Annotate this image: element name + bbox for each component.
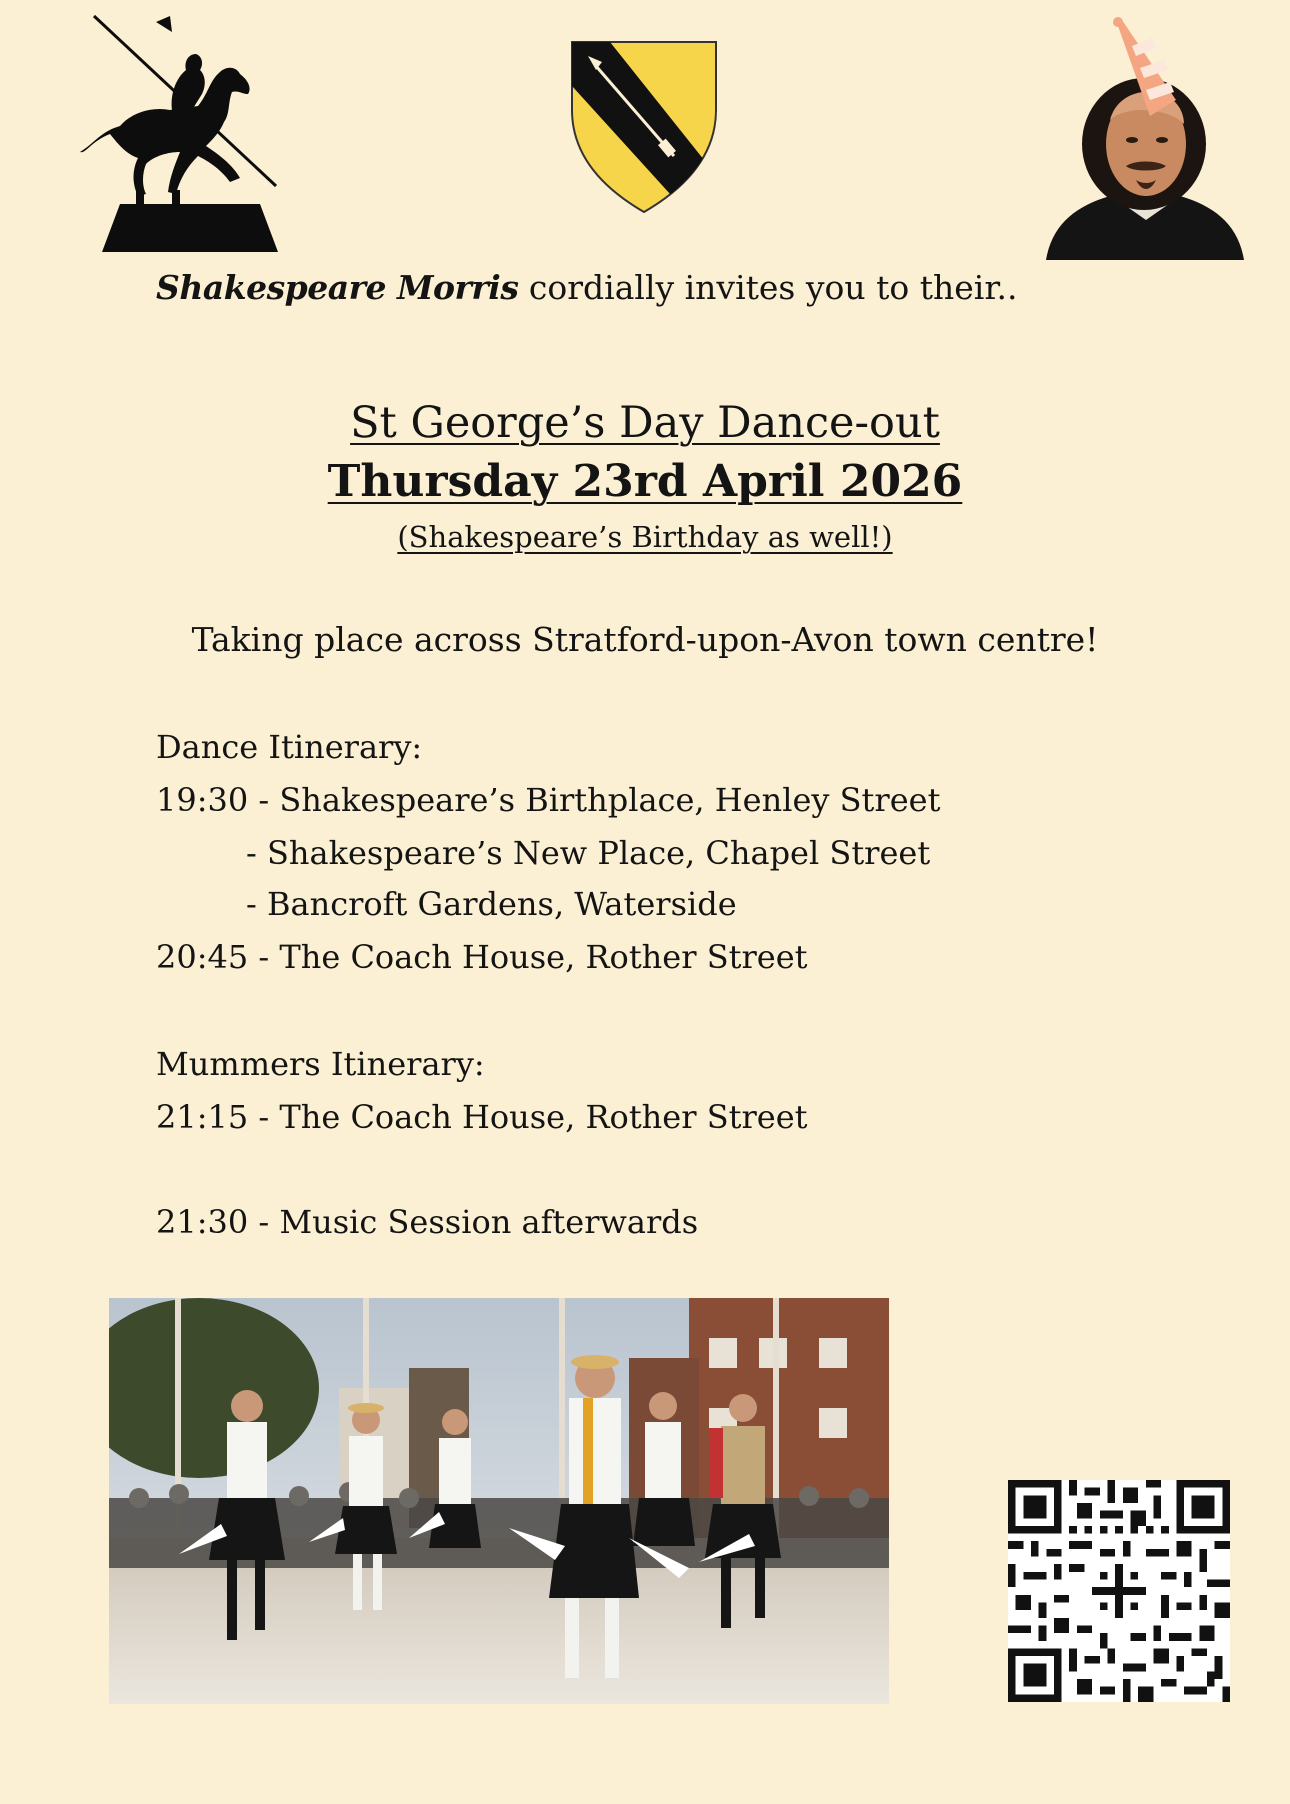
dance-itinerary-item: - Shakespeare’s New Place, Chapel Street bbox=[246, 834, 931, 872]
shakespeare-portrait-icon bbox=[1046, 16, 1244, 260]
morris-dancers-photo bbox=[109, 1298, 889, 1704]
event-note: (Shakespeare’s Birthday as well!) bbox=[397, 520, 893, 554]
invitation-line bbox=[156, 268, 1017, 307]
brand-name: Shakespeare Morris bbox=[156, 268, 519, 307]
dance-itinerary-item: 20:45 - The Coach House, Rother Street bbox=[156, 938, 808, 976]
event-date: Thursday 23rd April 2026 bbox=[327, 456, 963, 507]
knight-statue-icon bbox=[80, 14, 300, 254]
invitation-text: cordially invites you to their.. bbox=[528, 268, 1018, 307]
dance-itinerary-item: 19:30 - Shakespeare’s Birthplace, Henley Street bbox=[156, 781, 941, 819]
dance-itinerary-heading: Dance Itinerary: bbox=[156, 728, 423, 766]
dance-itinerary-item: - Bancroft Gardens, Waterside bbox=[246, 885, 737, 923]
coat-of-arms-shield-icon bbox=[570, 40, 718, 215]
mummers-itinerary-item: 21:15 - The Coach House, Rother Street bbox=[156, 1098, 808, 1136]
qr-code bbox=[1008, 1480, 1230, 1702]
event-location: Taking place across Stratford-upon-Avon town centre! bbox=[191, 620, 1099, 659]
mummers-itinerary-heading: Mummers Itinerary: bbox=[156, 1045, 485, 1083]
music-session: 21:30 - Music Session afterwards bbox=[156, 1203, 699, 1241]
event-title: St George’s Day Dance-out bbox=[350, 398, 940, 448]
